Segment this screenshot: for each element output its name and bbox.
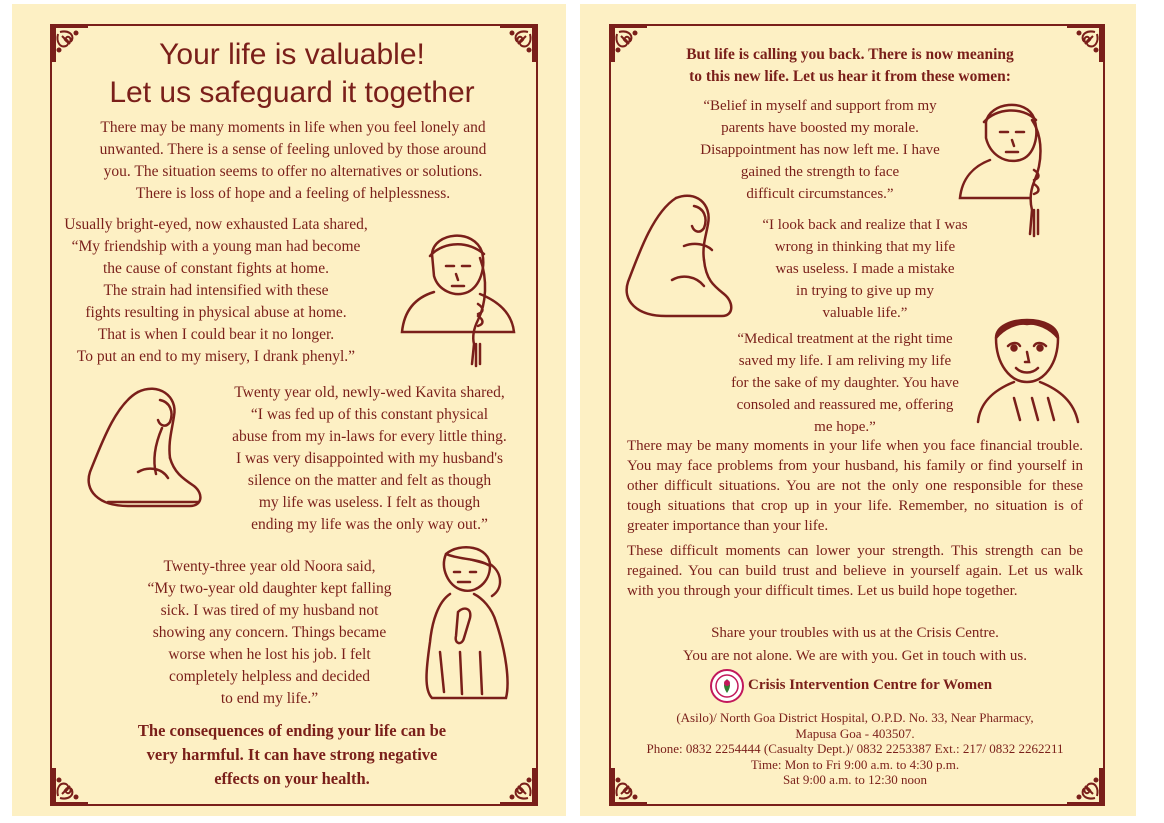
text-line: The consequences of ending your life can be — [137, 721, 447, 740]
text-line: sick. I was tired of my husband not — [160, 602, 379, 619]
right-heading — [620, 44, 1080, 88]
share-troubles-line: Share your troubles with us at the Crisis Centre. — [711, 625, 999, 641]
text-line: to end my life.” — [220, 690, 319, 707]
hours-line: Time: Mon to Fri 9:00 a.m. to 4:30 p.m. — [750, 756, 960, 772]
text-line: Usually bright-eyed, now exhausted Lata shared, — [64, 216, 368, 233]
text-line: saved my life. I am reliving my life — [738, 353, 952, 369]
text-line: The strain had intensified with these — [103, 282, 329, 299]
text-line: showing any concern. Things became — [152, 624, 387, 641]
text-line: gained the strength to face — [740, 164, 900, 180]
text-line: Disappointment has now left me. I have — [700, 142, 940, 158]
text-line: worse when he lost his job. I felt — [168, 646, 371, 663]
text-line: my life was useless. I felt as though — [258, 494, 481, 511]
text-line: That is when I could bear it no longer. — [97, 326, 335, 343]
centre-name: Crisis Intervention Centre for Women — [748, 677, 993, 693]
text-line: completely helpless and decided — [168, 668, 370, 685]
text-line: difficult circumstances.” — [746, 186, 894, 202]
text-line: consoled and reassured me, offering — [736, 397, 954, 413]
text-line: very harmful. It can have strong negative — [146, 745, 438, 764]
text-line: I was very disappointed with my husband's — [235, 450, 504, 467]
seated-woman-illustration — [618, 190, 736, 330]
text-line: in trying to give up my — [796, 283, 934, 299]
text-line: “My two-year old daughter kept falling — [147, 580, 392, 597]
hours-line: Sat 9:00 a.m. to 12:30 noon — [782, 772, 928, 787]
text-line: “Belief in myself and support from my — [703, 98, 937, 114]
testimonial-2 — [735, 214, 995, 324]
text-line: you. The situation seems to offer no alternatives or solutions. — [103, 163, 483, 180]
text-line: for the sake of my daughter. You have — [731, 375, 959, 391]
testimonial-1 — [670, 95, 970, 205]
text-line: “I was fed up of this constant physical — [250, 406, 489, 423]
text-line: was useless. I made a mistake — [775, 261, 955, 277]
crisis-centre-logo-icon — [710, 669, 744, 703]
seated-veiled-woman-illustration — [78, 382, 208, 517]
text-line: To put an end to my misery, I drank phenyl.” — [76, 348, 356, 365]
text-line: “I look back and realize that I was — [762, 217, 968, 233]
smiling-woman-illustration — [974, 302, 1084, 437]
text-line: Twenty-three year old Noora said, — [163, 558, 376, 575]
not-alone-line: You are not alone. We are with you. Get in touch with us. — [682, 648, 1028, 664]
noora-story — [107, 556, 432, 710]
financial-trouble-paragraph: There may be many moments in your life when you face financial trouble. You may face problems from your husband, his family or find yourself in other difficult situations. You are not the only one responsible for these tough situations that crop up in your life. Remember, no situation is of greater importance than your life. — [627, 438, 1083, 534]
text-line: valuable life.” — [822, 305, 908, 321]
text-line: “Medical treatment at the right time — [737, 331, 953, 347]
text-line: abuse from my in-laws for every little thing. — [232, 428, 507, 445]
address-line: (Asilo)/ North Goa District Hospital, O.P.D. No. 33, Near Pharmacy, — [676, 710, 1034, 725]
woman-with-braid-illustration — [394, 224, 524, 369]
text-line: There is loss of hope and a feeling of helplessness. — [135, 185, 451, 202]
strength-paragraph: These difficult moments can lower your strength. This strength can be regained. You can build trust and believe in yourself again. Let us walk with you through your difficult times. Let us build hope together. — [627, 543, 1083, 599]
text-line: “My friendship with a young man had become — [71, 238, 361, 255]
text-line: But life is calling you back. There is now meaning — [686, 46, 1014, 63]
testimonial-3 — [705, 328, 985, 438]
kavita-story — [207, 382, 532, 536]
page-title — [52, 36, 532, 112]
text-line: to this new life. Let us hear it from these women: — [689, 68, 1011, 85]
consequences-warning — [72, 719, 512, 791]
phone-line: Phone: 0832 2254444 (Casualty Dept.)/ 0832 2253387 Ext.: 217/ 0832 2262211 — [646, 741, 1064, 756]
right-page — [580, 4, 1136, 816]
lata-story — [56, 214, 376, 368]
text-line: There may be many moments in life when you feel lonely and — [100, 119, 486, 136]
text-line: unwanted. There is a sense of feeling unloved by those around — [99, 141, 487, 158]
text-line: ending my life was the only way out.” — [251, 516, 488, 533]
text-line: effects on your health. — [214, 769, 370, 788]
text-line: silence on the matter and felt as though — [247, 472, 492, 489]
title-line-1: Your life is valuable! — [159, 38, 425, 71]
text-line: me hope.” — [814, 419, 876, 435]
intro-paragraph — [56, 117, 530, 205]
contact-address — [620, 710, 1090, 788]
text-line: parents have boosted my morale. — [721, 120, 919, 136]
praying-woman-illustration — [410, 542, 520, 702]
text-line: wrong in thinking that my life — [774, 239, 956, 255]
text-line: the cause of constant fights at home. — [103, 260, 329, 277]
address-line: Mapusa Goa - 403507. — [795, 725, 915, 741]
text-line: Twenty year old, newly-wed Kavita shared, — [234, 384, 505, 401]
text-line: fights resulting in physical abuse at home. — [85, 304, 347, 321]
title-line-2: Let us safeguard it together — [109, 76, 475, 109]
left-page — [12, 4, 566, 816]
